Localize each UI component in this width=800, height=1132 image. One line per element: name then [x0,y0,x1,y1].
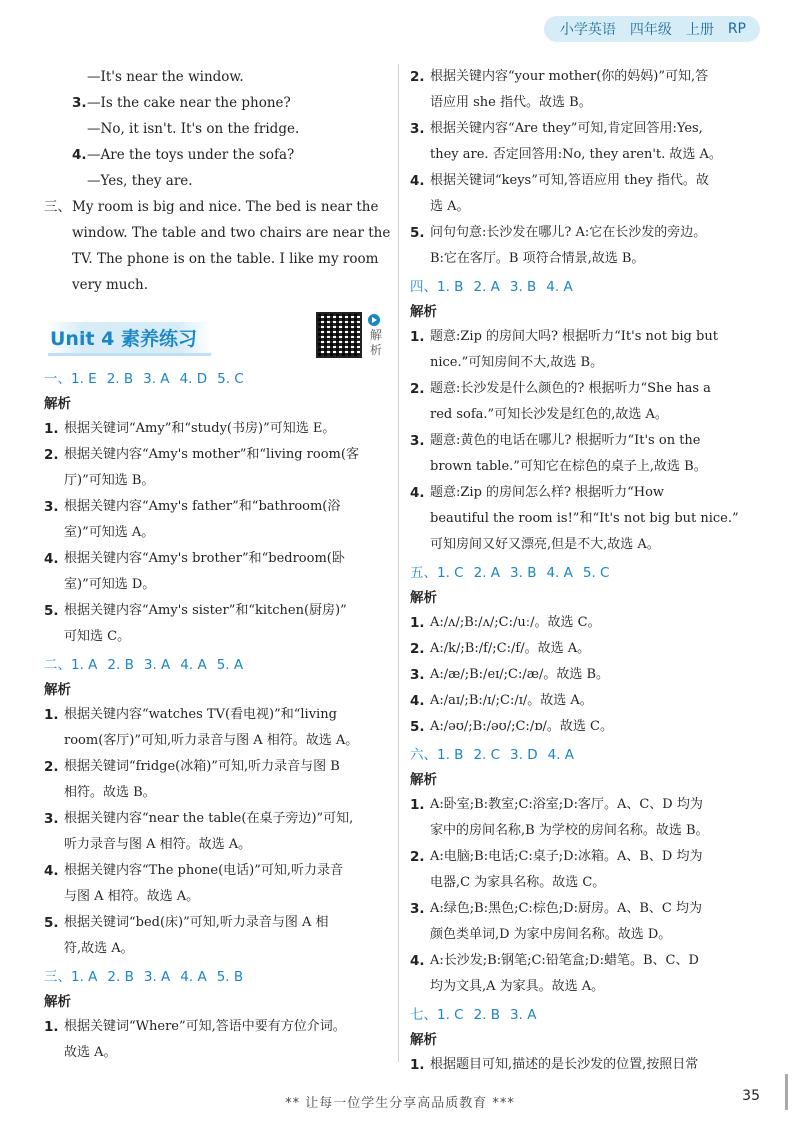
paragraph-text: My room is big and nice. The bed is near the [72,199,379,215]
item-line: 根据关键词“fridge(冰箱)”可知,听力录音与图 B [64,759,340,774]
item-line: A:绿色;B:黑色;C:棕色;D:厨房。A、B、C 均为 [430,901,702,916]
item-line: 根据关键内容“Amy's mother”和“living room(客 [64,447,359,462]
list-item [44,546,396,598]
item-number: 4. [410,173,425,189]
item-line: 根据关键内容“Are they”可知,肯定回答用:Yes, [430,121,703,136]
item-line: 根据关键内容“Amy's father”和“bathroom(浴 [64,499,341,514]
item-line: A:卧室;B:教室;C:浴室;D:客厅。A、C、D 均为 [430,797,703,812]
item-line: 相符。故选 B。 [64,785,156,800]
qr-label: 解析 [370,328,383,357]
left-column [44,64,396,1066]
answer-key: 5. A [216,657,244,673]
item-line: 根据关键内容“watches TV(看电视)”和“living [64,707,337,722]
item-line: 故选 A。 [64,1045,117,1060]
section-head: 一、 [44,371,71,387]
item-line: 选 A。 [430,199,470,214]
item-text [430,480,766,558]
item-text [430,220,766,272]
item-number: 4. [44,863,59,879]
answer-key: 3. A [143,657,171,673]
paragraph-text: very much. [72,277,149,293]
item-text [430,844,766,896]
answer-key: 4. A [547,747,575,763]
item-line: 与图 A 相符。故选 A。 [64,889,200,904]
analysis-label: 解析 [44,994,71,1010]
item-number: 2. [410,641,425,657]
list-item [44,494,396,546]
list-item [44,442,396,494]
item-number: 2. [44,759,59,775]
answer-key: 2. C [473,747,501,763]
item-text [430,116,766,168]
list-item [44,598,396,650]
item-line: beautiful the room is!”和“It's not big but nice.” [430,511,739,526]
unit-title: Unit 4 素养练习 [48,322,211,356]
item-text [430,64,766,116]
section-head: 五、 [410,565,437,581]
item-number: 3. [44,811,59,827]
header-grade: 四年级 [629,22,672,38]
item-line: 题意:黄色的电话在哪儿? 根据听力“It's on the [430,433,701,448]
answer-key: 4. A [546,279,573,295]
item-line: 听力录音与图 A 相符。故选 A。 [64,837,252,852]
page-number: 35 [742,1088,760,1104]
analysis-label: 解析 [410,304,437,320]
item-line: 根据关键内容“The phone(电话)”可知,听力录音 [64,863,344,878]
item-number: 2. [410,849,425,865]
dialog-text: —Are the toys under the sofa? [87,147,295,163]
item-number: 5. [410,719,425,735]
item-text [430,324,766,376]
item-line: 根据关键内容“Amy's sister”和“kitchen(厨房)” [64,603,347,618]
list-item [410,376,766,428]
section-head: 三、 [44,969,71,985]
list-item [410,636,766,662]
item-line: brown table.”可知它在棕色的桌子上,故选 B。 [430,459,707,474]
analysis-label: 解析 [44,682,71,698]
item-text [64,910,396,962]
answer-key: 2. A [473,279,500,295]
list-item [44,416,396,442]
section-answers [410,742,766,768]
item-line: 根据关键内容“your mother(你的妈妈)”可知,答 [430,69,709,84]
continued-items [410,64,766,272]
item-text [430,662,766,688]
dialog-line [44,64,396,90]
item-number: 1. [410,329,425,345]
answer-key: 5. B [216,969,244,985]
section-5 [410,560,766,740]
list-item [410,662,766,688]
answer-key: 1. A [71,657,98,673]
item-line: 根据关键词“keys”可知,答语应用 they 指代。故 [430,173,709,188]
qr-code-icon[interactable] [316,312,362,358]
list-item [410,948,766,1000]
edge-mark [785,1074,788,1110]
item-line: A:/ʌ/;B:/ʌ/;C:/uː/。故选 C。 [430,615,601,630]
answer-key: 2. B [473,1007,501,1023]
item-number: 3. [410,121,425,137]
section-answers [410,560,766,586]
dialog-text: —Yes, they are. [87,173,193,189]
item-number: 1. [410,797,425,813]
dialog-text: —Is the cake near the phone? [87,95,291,111]
item-text [430,428,766,480]
item-number: 3. [44,499,59,515]
item-text [64,858,396,910]
item-number: 3. [410,901,425,917]
paragraph-line [44,194,396,220]
section-4 [410,274,766,558]
item-line: 颜色类单词,D 为家中房间名称。故选 D。 [430,927,672,942]
item-line: room(客厅)”可知,听力录音与图 A 相符。故选 A。 [64,733,359,748]
analysis-label: 解析 [410,772,437,788]
item-text [430,168,766,220]
item-text [430,792,766,844]
section-head: 二、 [44,657,71,673]
answer-key: 3. A [143,969,171,985]
list-item [410,324,766,376]
item-text [64,442,396,494]
answer-key: 2. A [473,565,501,581]
item-line: 根据关键词“Amy”和“study(书房)”可知选 E。 [64,421,336,436]
item-line: 语应用 she 指代。故选 B。 [430,95,592,110]
item-number: 5. [410,225,425,241]
item-number: 1. [44,421,59,437]
item-text [64,702,396,754]
item-line: 电器,C 为家具名称。故选 C。 [430,875,606,890]
answer-key: 1. B [437,747,464,763]
item-number: 2. [44,447,59,463]
answer-key: 4. A [546,565,573,581]
item-text [430,896,766,948]
answer-key: 3. A [143,371,170,387]
paragraph-text: window. The table and two chairs are near the [72,225,391,241]
item-number: 4. [410,485,425,501]
header-edition: RP [727,21,746,37]
dialog-line [44,90,396,116]
paragraph-line [44,246,396,272]
item-text [430,714,766,740]
dialog-line [44,168,396,194]
item-line: 根据关键内容“Amy's brother”和“bedroom(卧 [64,551,345,566]
item-line: A:/aɪ/;B:/ɪ/;C:/ɪ/。故选 A。 [430,693,593,708]
section-head: 四、 [410,279,437,295]
item-text [64,806,396,858]
item-line: 题意:Zip 的房间大吗? 根据听力“It's not big but [430,329,718,344]
answer-key: 1. A [71,969,98,985]
item-text [64,494,396,546]
section-head: 七、 [410,1007,437,1023]
item-line: 根据关键词“bed(床)”可知,听力录音与图 A 相 [64,915,329,930]
dialog-text: —No, it isn't. It's on the fridge. [87,121,300,137]
list-item [410,714,766,740]
item-number: 1. [44,707,59,723]
item-line: A:/æ/;B:/eɪ/;C:/æ/。故选 B。 [430,667,610,682]
list-item [410,116,766,168]
item-line: B:它在客厅。B 项符合情景,故选 B。 [430,251,645,266]
section-2 [44,652,396,962]
item-text [430,636,766,662]
item-line: 家中的房间名称,B 为学校的房间名称。故选 B。 [430,823,709,838]
dialog-line [44,142,396,168]
right-column [410,64,766,1078]
item-number: 4. [410,693,425,709]
section-1 [44,366,396,650]
answer-key: 3. B [509,279,537,295]
answer-key: 3. D [510,747,538,763]
item-line: 题意:长沙发是什么颜色的? 根据听力“She has a [430,381,711,396]
list-item [410,688,766,714]
item-line: 符,故选 A。 [64,941,134,956]
answer-key: 4. A [180,969,207,985]
list-item [410,792,766,844]
section-answers [44,366,396,392]
paragraph-block [44,194,396,298]
paragraph-text: TV. The phone is on the table. I like my room [72,251,379,267]
item-line: nice.”可知房间不大,故选 B。 [430,355,604,370]
item-line: A:电脑;B:电话;C:桌子;D:冰箱。A、B、D 均为 [430,849,703,864]
unit-banner [44,312,396,364]
answer-key: 5. C [582,565,610,581]
item-line: 根据关键词“Where”可知,答语中要有方位介词。 [64,1019,346,1034]
list-item [410,844,766,896]
item-text [64,546,396,598]
list-item [44,910,396,962]
dialog-block [44,64,396,194]
analysis-label: 解析 [410,590,437,606]
item-text [64,754,396,806]
section-answers [410,1002,766,1028]
item-text [64,416,396,442]
header-subject: 小学英语 [559,22,616,38]
analysis-label: 解析 [44,396,71,412]
list-item [44,806,396,858]
list-item [410,220,766,272]
answer-key: 5. C [217,371,244,387]
item-line: A:/k/;B:/f/;C:/f/。故选 A。 [430,641,591,656]
footer-slogan: ** 让每一位学生分享高品质教育 *** [285,1096,515,1111]
item-number: 5. [44,915,59,931]
answer-key: 4. A [180,657,207,673]
item-text [430,1052,766,1078]
item-line: 室)”可知选 A。 [64,525,155,540]
item-text [64,598,396,650]
item-line: A:长沙发;B:钢笔;C:铅笔盒;D:蜡笔。B、C、D [430,953,699,968]
item-text [430,948,766,1000]
item-text [430,610,766,636]
list-item [410,428,766,480]
item-line: red sofa.”可知长沙发是红色的,故选 A。 [430,407,668,422]
answer-key: 3. A [510,1007,537,1023]
column-divider [398,64,399,1062]
answer-key: 1. C [437,565,464,581]
section-answers [44,964,396,990]
list-item [410,168,766,220]
dialog-number: 3. [72,95,87,111]
header-term: 上册 [685,22,714,38]
item-line: 均为文具,A 为家具。故选 A。 [430,979,605,994]
answer-key: 1. B [437,279,464,295]
section-answers [44,652,396,678]
item-text [430,688,766,714]
list-item [410,1052,766,1078]
item-line: 可知房间又好又漂亮,但是不大,故选 A。 [430,537,660,552]
answer-key: 1. E [71,371,97,387]
section-answers [410,274,766,300]
item-line: 根据关键内容“near the table(在桌子旁边)”可知, [64,811,354,826]
item-number: 2. [410,69,425,85]
list-item [410,896,766,948]
list-item [44,1014,396,1066]
list-item [44,754,396,806]
list-item [410,480,766,558]
section-6 [410,742,766,1000]
item-line: 问句句意:长沙发在哪儿? A:它在长沙发的旁边。 [430,225,707,240]
analysis-label: 解析 [410,1032,437,1048]
section-7 [410,1002,766,1078]
item-number: 4. [410,953,425,969]
item-number: 5. [44,603,59,619]
item-line: 室)”可知选 D。 [64,577,156,592]
paragraph-line [44,272,396,298]
item-number: 3. [410,433,425,449]
answer-key: 4. D [179,371,208,387]
item-number: 2. [410,381,425,397]
item-number: 4. [44,551,59,567]
item-text [430,376,766,428]
dialog-line [44,116,396,142]
dialog-text: —It's near the window. [87,69,244,85]
answer-key: 2. B [106,371,134,387]
paragraph-line [44,220,396,246]
item-line: 根据题目可知,描述的是长沙发的位置,按照日常 [430,1057,699,1072]
section-3 [44,964,396,1066]
answer-key: 3. B [510,565,537,581]
dialog-number: 4. [72,147,87,163]
answer-key: 1. C [437,1007,464,1023]
item-number: 1. [410,1057,425,1073]
item-number: 1. [44,1019,59,1035]
item-line: 厅)”可知选 B。 [64,473,155,488]
item-number: 1. [410,615,425,631]
answer-key: 2. B [107,657,134,673]
item-text [64,1014,396,1066]
list-item [410,64,766,116]
item-line: 可知选 C。 [64,629,131,644]
answer-key: 2. B [107,969,134,985]
item-line: A:/əʊ/;B:/əʊ/;C:/ɒ/。故选 C。 [430,719,613,734]
page-header [544,16,760,42]
section-head: 六、 [410,747,437,763]
item-line: they are. 否定回答用:No, they aren't. 故选 A。 [430,147,722,162]
list-item [410,610,766,636]
list-item [44,858,396,910]
item-number: 3. [410,667,425,683]
paragraph-lead: 三、 [44,199,71,215]
play-icon[interactable] [368,314,380,326]
list-item [44,702,396,754]
item-line: 题意:Zip 的房间怎么样? 根据听力“How [430,485,665,500]
